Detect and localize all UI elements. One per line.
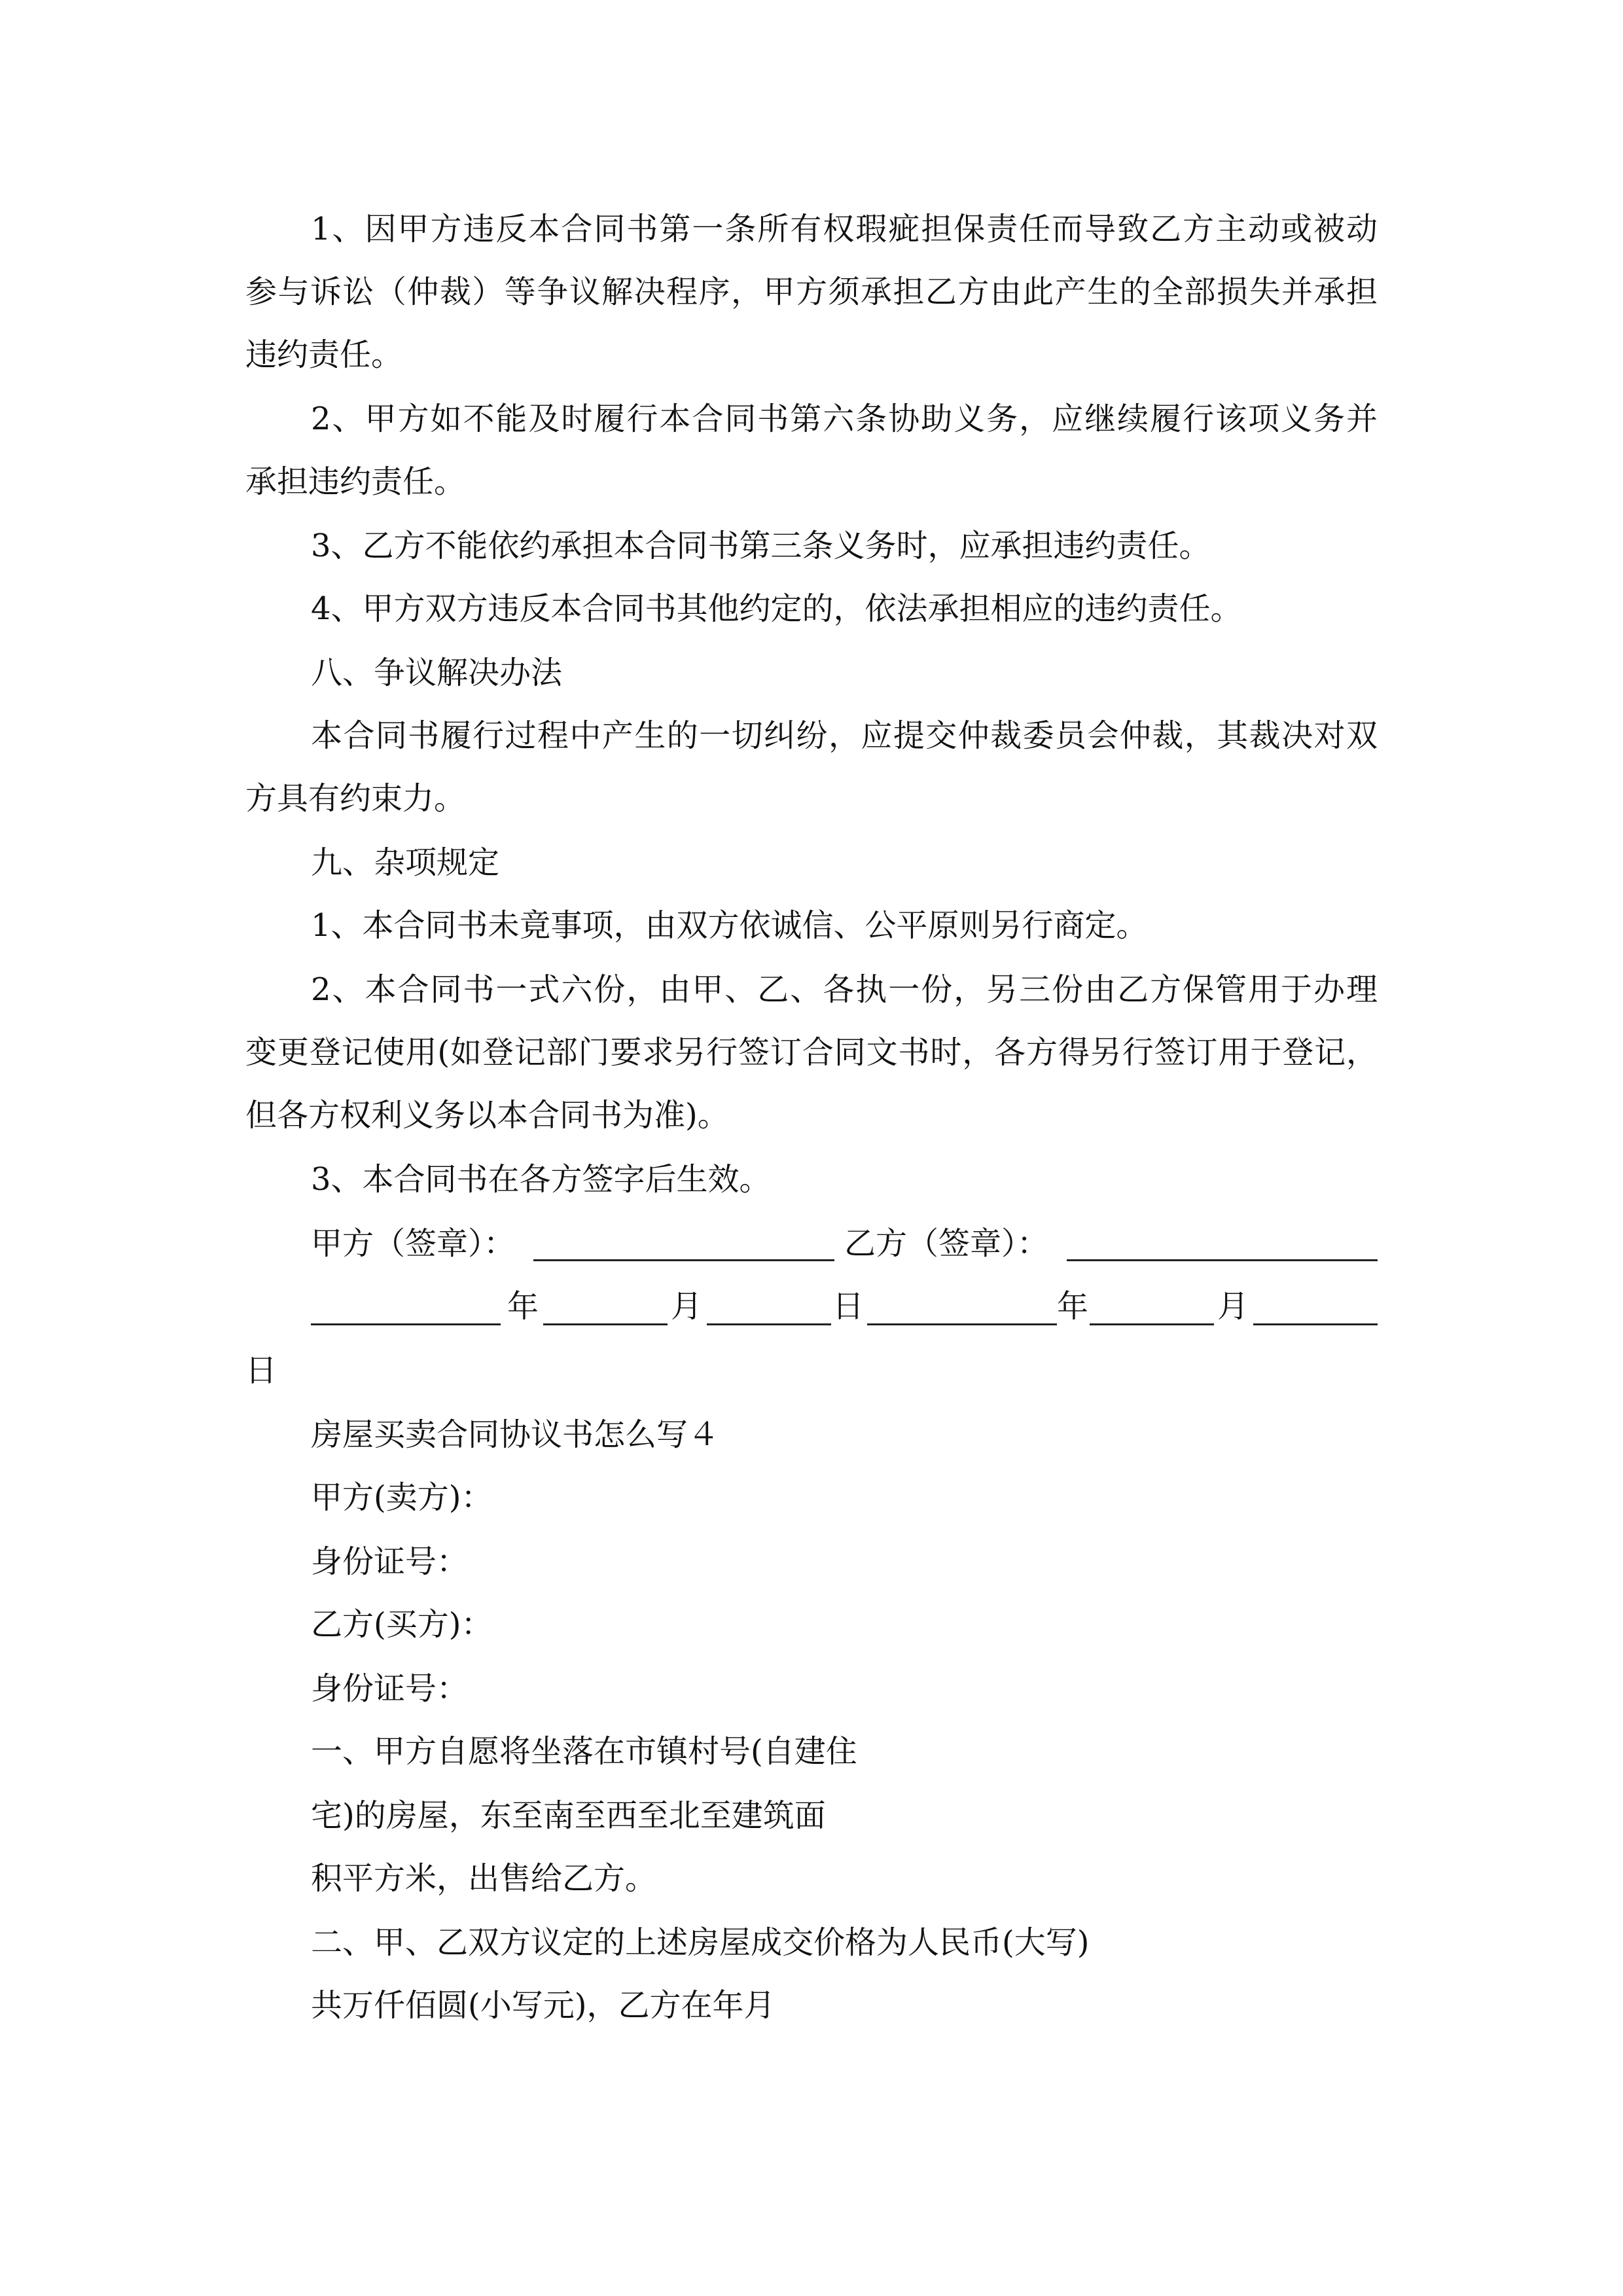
clause-7-4: 4、甲方双方违反本合同书其他约定的，依法承担相应的违约责任。 xyxy=(311,590,1242,627)
party-b-year-label: 年 xyxy=(1057,1288,1089,1325)
party-a-day-blank xyxy=(707,1296,831,1325)
clause-7-2-line-2: 承担违约责任。 xyxy=(245,463,466,500)
clause-7-1-line-1: 1、因甲方违反本合同书第一条所有权瑕疵担保责任而导致乙方主动或被动 xyxy=(311,211,1378,247)
clause-2-line-2: 共万仟佰圆(小写元)，乙方在年月 xyxy=(311,1987,776,2024)
clause-1-line-1: 一、甲方自愿将坐落在市镇村号(自建住 xyxy=(311,1733,857,1770)
clause-7-2-line-1: 2、甲方如不能及时履行本合同书第六条协助义务，应继续履行该项义务并 xyxy=(311,401,1378,437)
clause-7-3: 3、乙方不能依约承担本合同书第三条义务时，应承担违约责任。 xyxy=(311,528,1211,564)
party-b-day-label: 日 xyxy=(245,1352,277,1389)
clause-9-2-line-3: 但各方权利义务以本合同书为准)。 xyxy=(245,1097,729,1134)
clause-1-line-3: 积平方米，出售给乙方。 xyxy=(311,1860,657,1897)
clause-9-1: 1、本合同书未竟事项，由双方依诚信、公平原则另行商定。 xyxy=(311,907,1148,944)
clause-9-2-line-2: 变更登记使用(如登记部门要求另行签订合同文书时，各方得另行签订用于登记， xyxy=(245,1034,1378,1071)
party-a-year-label: 年 xyxy=(507,1288,539,1325)
clause-7-1-line-3: 违约责任。 xyxy=(245,336,403,373)
party-b-month-label: 月 xyxy=(1217,1288,1249,1325)
party-a-year-blank xyxy=(311,1296,501,1325)
party-b-day-blank xyxy=(1253,1296,1378,1325)
buyer-label: 乙方(买方)： xyxy=(311,1606,493,1643)
section-8-line-1: 本合同书履行过程中产生的一切纠纷，应提交仲裁委员会仲裁，其裁决对双 xyxy=(311,717,1378,754)
party-a-month-label: 月 xyxy=(671,1288,703,1325)
party-b-signature-blank xyxy=(1067,1232,1378,1261)
clause-9-3: 3、本合同书在各方签字后生效。 xyxy=(311,1161,771,1198)
clause-1-line-2: 宅)的房屋，东至南至西至北至建筑面 xyxy=(311,1797,826,1834)
party-b-year-blank xyxy=(867,1296,1057,1325)
party-b-month-blank xyxy=(1090,1296,1214,1325)
clause-9-2-line-1: 2、本合同书一式六份，由甲、乙、各执一份，另三份由乙方保管用于办理 xyxy=(311,971,1378,1008)
party-a-month-blank xyxy=(543,1296,668,1325)
party-a-signature-label: 甲方（签章）： xyxy=(311,1225,516,1262)
party-b-signature-label: 乙方（签章）： xyxy=(844,1225,1049,1262)
section-8-heading: 八、争议解决办法 xyxy=(311,655,563,691)
clause-7-1-line-2: 参与诉讼（仲裁）等争议解决程序，甲方须承担乙方由此产生的全部损失并承担 xyxy=(245,274,1378,310)
seller-id-label: 身份证号： xyxy=(311,1543,469,1580)
buyer-id-label: 身份证号： xyxy=(311,1670,469,1707)
clause-2-line-1: 二、甲、乙双方议定的上述房屋成交价格为人民币(大写) xyxy=(311,1924,1090,1961)
section-4-title: 房屋买卖合同协议书怎么写４ xyxy=(311,1416,720,1453)
party-a-day-label: 日 xyxy=(832,1288,865,1325)
section-9-heading: 九、杂项规定 xyxy=(311,844,500,881)
party-a-signature-blank xyxy=(533,1232,834,1261)
seller-label: 甲方(卖方)： xyxy=(311,1479,493,1516)
section-8-line-2: 方具有约束力。 xyxy=(245,780,466,817)
